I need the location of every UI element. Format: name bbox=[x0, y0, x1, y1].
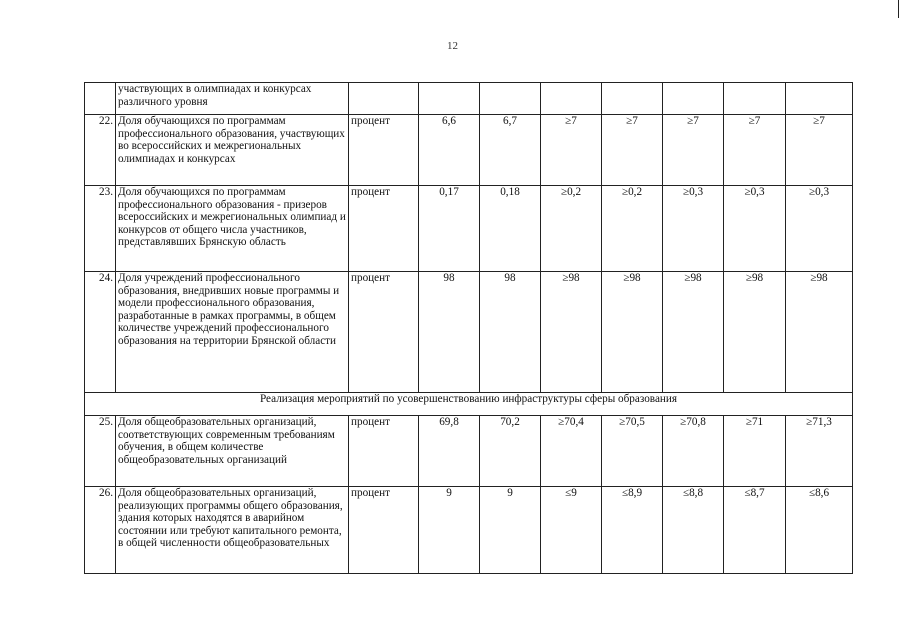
value-cell: ≥98 bbox=[724, 272, 786, 393]
table-row-24 bbox=[85, 272, 853, 393]
value-cell: ≥98 bbox=[602, 272, 663, 393]
table-row-23 bbox=[85, 186, 853, 272]
value-cell: 98 bbox=[419, 272, 480, 393]
unit-cell: процент bbox=[349, 115, 419, 186]
value-cell: 9 bbox=[480, 487, 541, 574]
row-number-cell bbox=[85, 83, 116, 115]
value-cell: 6,7 bbox=[480, 115, 541, 186]
unit-cell: процент bbox=[349, 186, 419, 272]
table-row-26 bbox=[85, 487, 853, 574]
value-cell: ≤8,9 bbox=[602, 487, 663, 574]
value-cell: ≤8,8 bbox=[663, 487, 724, 574]
unit-cell: процент bbox=[349, 272, 419, 393]
indicator-name-cell: Доля учреждений профессионального образования, внедривших новые программы и модели профессионального образования, разработанные в рамках программы, в общем количестве учреждений профессионального образования на территории Брянской области bbox=[116, 272, 349, 393]
value-cell: ≥98 bbox=[663, 272, 724, 393]
indicator-name-cell: участвующих в олимпиадах и конкурсах различного уровня bbox=[116, 83, 349, 115]
section-header-row bbox=[85, 393, 853, 416]
value-cell bbox=[663, 83, 724, 115]
row-number-cell: 26. bbox=[85, 487, 116, 574]
value-cell: ≥0,3 bbox=[663, 186, 724, 272]
value-cell: ≥71 bbox=[724, 416, 786, 487]
value-cell: ≥98 bbox=[541, 272, 602, 393]
value-cell: ≤9 bbox=[541, 487, 602, 574]
value-cell bbox=[541, 83, 602, 115]
value-cell: ≥7 bbox=[786, 115, 853, 186]
row-number-cell: 22. bbox=[85, 115, 116, 186]
value-cell: 98 bbox=[480, 272, 541, 393]
value-cell: ≥0,3 bbox=[786, 186, 853, 272]
table-row-continuation bbox=[85, 83, 853, 115]
row-number-cell: 25. bbox=[85, 416, 116, 487]
table-row-22 bbox=[85, 115, 853, 186]
value-cell: ≥7 bbox=[663, 115, 724, 186]
value-cell: ≥0,2 bbox=[602, 186, 663, 272]
value-cell: ≥98 bbox=[786, 272, 853, 393]
indicator-name-cell: Доля общеобразовательных организаций, соответствующих современным требованиям обучения, в общем количестве общеобразовательных организаций bbox=[116, 416, 349, 487]
section-title: Реализация мероприятий по усовершенствованию инфраструктуры сферы образования bbox=[85, 393, 853, 416]
value-cell: 9 bbox=[419, 487, 480, 574]
value-cell: ≥7 bbox=[724, 115, 786, 186]
indicator-name-cell: Доля обучающихся по программам профессионального образования - призеров всероссийских и межрегиональных олимпиад и конкурсов от общего числа участников, представлявших Брянскую область bbox=[116, 186, 349, 272]
value-cell: ≥7 bbox=[602, 115, 663, 186]
value-cell: ≥70,8 bbox=[663, 416, 724, 487]
unit-cell bbox=[349, 83, 419, 115]
value-cell: 6,6 bbox=[419, 115, 480, 186]
value-cell: ≤8,7 bbox=[724, 487, 786, 574]
value-cell: ≥70,4 bbox=[541, 416, 602, 487]
value-cell bbox=[480, 83, 541, 115]
value-cell bbox=[602, 83, 663, 115]
value-cell bbox=[786, 83, 853, 115]
value-cell bbox=[724, 83, 786, 115]
indicators-table bbox=[84, 82, 853, 574]
row-number-cell: 23. bbox=[85, 186, 116, 272]
indicator-name-cell: Доля общеобразовательных организаций, реализующих программы общего образования, здания которых находятся в аварийном состоянии или требуют капитального ремонта, в общей численности общеобразовательных bbox=[116, 487, 349, 574]
value-cell: 0,17 bbox=[419, 186, 480, 272]
row-number-cell: 24. bbox=[85, 272, 116, 393]
value-cell: ≥71,3 bbox=[786, 416, 853, 487]
unit-cell: процент bbox=[349, 416, 419, 487]
value-cell bbox=[419, 83, 480, 115]
value-cell: ≥0,3 bbox=[724, 186, 786, 272]
value-cell: ≥0,2 bbox=[541, 186, 602, 272]
unit-cell: процент bbox=[349, 487, 419, 574]
table-row-25 bbox=[85, 416, 853, 487]
indicator-name-cell: Доля обучающихся по программам профессионального образования, участвующих во всероссийских и межрегиональных олимпиадах и конкурсах bbox=[116, 115, 349, 186]
scan-edge-mark bbox=[898, 0, 899, 18]
value-cell: 69,8 bbox=[419, 416, 480, 487]
page-number: 12 bbox=[447, 40, 458, 52]
value-cell: 0,18 bbox=[480, 186, 541, 272]
value-cell: ≥7 bbox=[541, 115, 602, 186]
value-cell: ≤8,6 bbox=[786, 487, 853, 574]
value-cell: ≥70,5 bbox=[602, 416, 663, 487]
value-cell: 70,2 bbox=[480, 416, 541, 487]
